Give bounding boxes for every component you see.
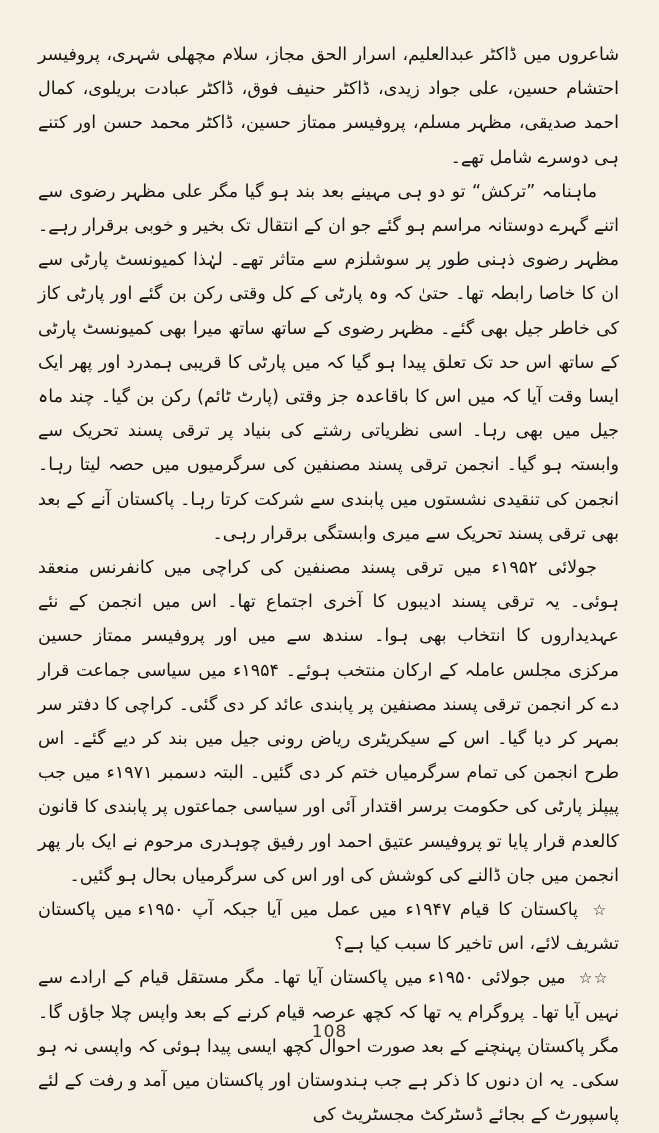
- question-text: پاکستان کا قیام ۱۹۴۷ء میں عمل میں آیا جبکہ آپ ۱۹۵۰ء میں پاکستان تشریف لائے، اس تاخیر کا سبب کیا ہے؟: [38, 900, 619, 955]
- interview-answer: [38, 961, 619, 1132]
- page-number: 108: [311, 1022, 348, 1042]
- paragraph-poets-list: شاعروں میں ڈاکٹر عبدالعلیم، اسرار الحق مجاز، سلام مچھلی شہری، پروفیسر احتشام حسین، علی جواد زیدی، ڈاکٹر حنیف فوق، ڈاکٹر عبادت بریلوی، کمال احمد صدیقی، مظہر مسلم، پروفیسر ممتاز حسین، ڈاکٹر محمد حسن اور کتنے ہی دوسرے شامل تھے۔: [38, 45, 619, 168]
- interview-question: [38, 893, 619, 961]
- star-icon: ☆: [592, 901, 609, 920]
- page-body: [38, 38, 619, 1133]
- answer-text: میں جولائی ۱۹۵۰ء میں پاکستان آیا تھا۔ مگر مستقل قیام کے ارادے سے نہیں آیا تھا۔ پروگرام یہ تھا کہ کچھ عرصہ قیام کرنے کے بعد واپس چلا جاؤں گا۔ مگر پاکستان پہنچنے کے بعد صورت احوال کچھ ایسی پیدا ہوئی کہ واپسی نہ ہو سکی۔ یہ ان دنوں کا ذکر ہے جب ہندوستان اور پاکستان میں آمد و رفت کے لئے پاسپورٹ کے بجائے ڈسٹرکٹ مجسٹریٹ کی: [38, 968, 619, 1126]
- double-star-icon: ☆☆: [578, 969, 609, 988]
- paragraph-conference-1952: جولائی ۱۹۵۲ء میں ترقی پسند مصنفین کی کراچی میں کانفرنس منعقد ہوئی۔ یہ ترقی پسند ادیبوں کا آخری اجتماع تھا۔ اس میں انجمن کے نئے عہدیداروں کا انتخاب بھی ہوا۔ سندھ سے میں اور پروفیسر ممتاز حسین مرکزی مجلس عاملہ کے ارکان منتخب ہوئے۔ ۱۹۵۴ء میں سیاسی جماعت قرار دے کر انجمن ترقی پسند مصنفین پر پابندی عائد کر دی گئی۔ کراچی کا دفتر سر بمہر کر دیا گیا۔ اس کے سیکریٹری ریاض رونی جیل میں بند کر دیے گئے۔ اس طرح انجمن کی تمام سرگرمیاں ختم کر دی گئیں۔ البتہ دسمبر ۱۹۷۱ء میں جب پیپلز پارٹی کی حکومت برسر اقتدار آئی اور سیاسی جماعتوں پر پابندی کا قانون کالعدم قرار پایا تو پروفیسر عتیق احمد اور رفیق چوہدری مرحوم نے ایک بار پھر انجمن میں جان ڈالنے کی کوشش کی اور اس کی سرگرمیاں بحال ہو گئیں۔: [38, 558, 620, 886]
- paragraph-tarkash-magazine: ماہنامہ ”ترکش“ تو دو ہی مہینے بعد بند ہو گیا مگر علی مظہر رضوی سے اتنے گہرے دوستانہ مراسم ہو گئے جو ان کے انتقال تک بخیر و خوبی برقرار رہے۔ مظہر رضوی ذہنی طور پر سوشلزم سے متاثر تھے۔ لہٰذا کمیونسٹ پارٹی سے ان کا خاصا رابطہ تھا۔ حتیٰ کہ وہ پارٹی کے کل وقتی رکن بن گئے اور پارٹی کاز کی خاطر جیل بھی گئے۔ مظہر رضوی کے ساتھ ساتھ میرا بھی کمیونسٹ پارٹی کے ساتھ اس حد تک تعلق پیدا ہو گیا کہ میں پارٹی کا قریبی ہمدرد اور پھر ایک ایسا وقت آیا کہ میں اس کا باقاعدہ جز وقتی (پارٹ ٹائم) رکن بن گیا۔ چند ماہ جیل میں بھی رہا۔ اسی نظریاتی رشتے کی بنیاد پر ترقی پسند تحریک سے وابستہ ہو گیا۔ انجمن ترقی پسند مصنفین کی سرگرمیوں میں حصہ لیتا رہا۔ انجمن کی تنقیدی نشستوں میں پابندی سے شرکت کرتا رہا۔ پاکستان آنے کے بعد بھی ترقی پسند تحریک سے میری وابستگی برقرار رہی۔: [38, 181, 619, 544]
